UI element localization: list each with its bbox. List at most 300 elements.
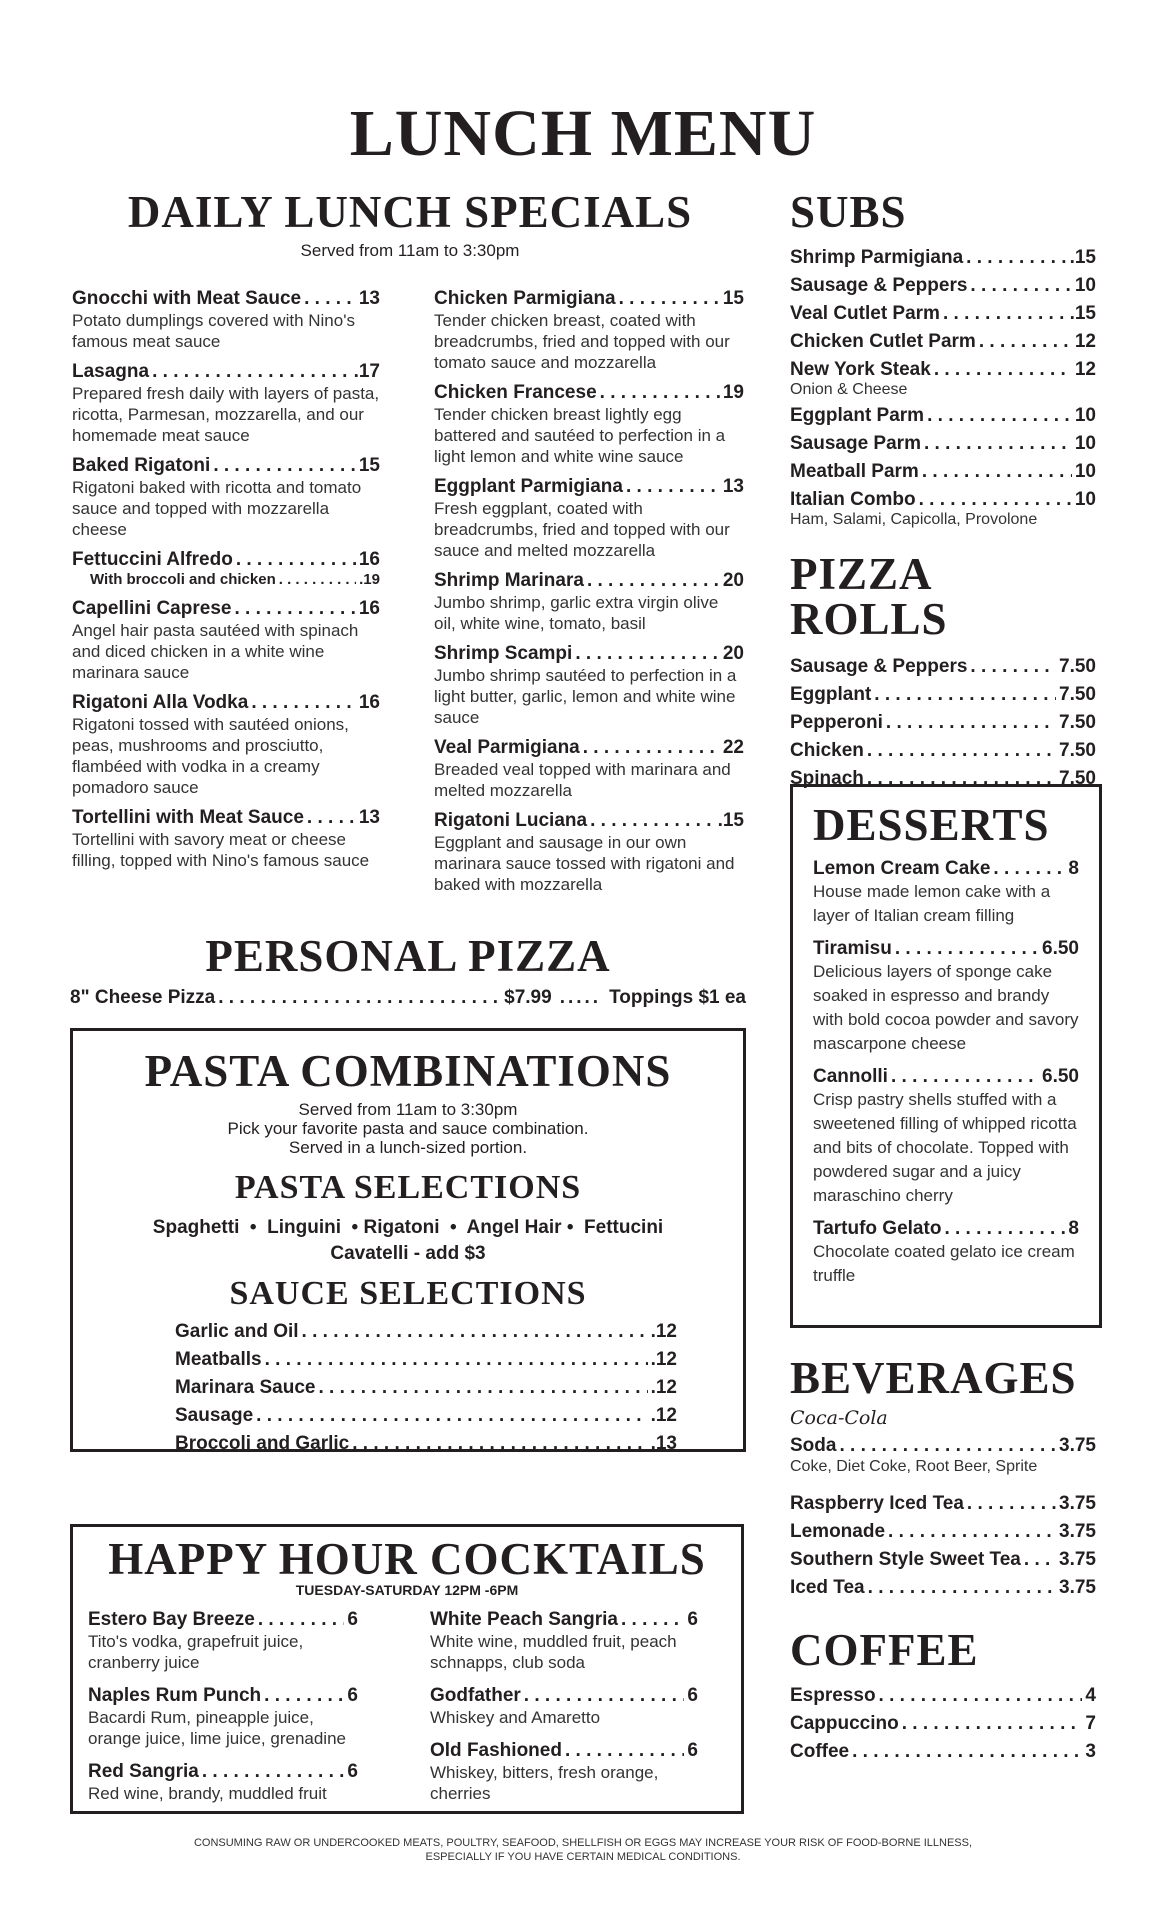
dot-leader xyxy=(944,1218,1065,1240)
dot-leader xyxy=(236,549,356,571)
menu-item xyxy=(790,359,1096,399)
menu-item-name: Capellini Caprese xyxy=(72,598,232,619)
personal-pizza-section xyxy=(70,931,746,1009)
menu-item-description: Prepared fresh daily with layers of pasta, ricotta, Parmesan, mozzarella, and our homemade meat sauce xyxy=(72,384,380,445)
dot-leader xyxy=(590,810,715,832)
menu-item-row xyxy=(434,476,744,498)
menu-item-price: .12 xyxy=(650,1321,677,1342)
menu-item-name: Tiramisu xyxy=(813,938,892,959)
dot-leader xyxy=(891,1066,1039,1088)
dot-leader-short: ..... xyxy=(559,987,602,1008)
dot-leader xyxy=(213,455,356,477)
menu-item xyxy=(813,858,1079,928)
subs-section xyxy=(790,187,1096,535)
menu-item-name: Baked Rigatoni xyxy=(72,455,211,476)
menu-item-description: House made lemon cake with a layer of Italian cream filling xyxy=(813,882,1051,925)
menu-item-name: Tortellini with Meat Sauce xyxy=(72,807,304,828)
menu-item-name: Lasagna xyxy=(72,361,150,382)
menu-item-description: Rigatoni tossed with sautéed onions, peas, mushrooms and prosciutto, flambéed with vodka in a creamy pomadoro sauce xyxy=(72,715,349,797)
menu-item xyxy=(175,1349,677,1371)
menu-item-row xyxy=(813,858,1079,880)
menu-item-price: 22 xyxy=(722,737,744,758)
menu-item-row xyxy=(790,489,1096,511)
menu-item xyxy=(434,476,744,561)
dot-leader xyxy=(587,570,720,592)
menu-item-row xyxy=(790,1685,1096,1707)
menu-item-price: 16 xyxy=(358,598,380,619)
menu-item-name: Garlic and Oil xyxy=(175,1321,299,1342)
desserts-box xyxy=(790,784,1102,1328)
dot-leader xyxy=(839,1435,1056,1457)
dot-leader xyxy=(970,275,1071,297)
menu-item-price: 13 xyxy=(358,807,380,828)
menu-item xyxy=(790,489,1096,529)
menu-item-row xyxy=(175,1405,677,1427)
menu-item xyxy=(790,656,1096,678)
personal-pizza-toppings: Toppings $1 ea xyxy=(609,987,746,1008)
dot-leader xyxy=(307,807,356,829)
menu-item-row xyxy=(813,938,1079,960)
subs-list xyxy=(790,247,1096,529)
happy-hour-subtitle: TUESDAY-SATURDAY 12PM -6PM xyxy=(295,1582,519,1598)
menu-item xyxy=(72,288,380,352)
menu-item-price: 6 xyxy=(347,1761,358,1782)
menu-item-row xyxy=(790,461,1096,483)
menu-item-price: .15 xyxy=(717,810,744,831)
dot-leader xyxy=(927,405,1072,427)
menu-item xyxy=(813,1066,1079,1208)
menu-item xyxy=(72,692,380,798)
menu-item-name: Fettuccini Alfredo xyxy=(72,549,233,570)
menu-item-name: Veal Parmigiana xyxy=(434,737,580,758)
menu-item-description: Angel hair pasta sautéed with spinach and diced chicken in a white wine marinara sauce xyxy=(72,621,359,682)
menu-item-price: 3.75 xyxy=(1059,1521,1096,1542)
menu-item-name: Iced Tea xyxy=(790,1577,865,1598)
menu-item-row xyxy=(175,1349,677,1371)
dot-leader xyxy=(924,433,1072,455)
coffee-title: COFFEE xyxy=(790,1625,979,1675)
menu-item-price: .17 xyxy=(353,361,380,382)
menu-item xyxy=(88,1761,358,1804)
disclaimer-line2: ESPECIALLY IF YOU HAVE CERTAIN MEDICAL CONDITIONS. xyxy=(425,1851,741,1863)
menu-item-price: .12 xyxy=(650,1405,677,1426)
menu-item-name: Sausage xyxy=(175,1405,254,1426)
pasta-combinations-line2: Pick your favorite pasta and sauce combination. xyxy=(227,1119,589,1138)
menu-item-row xyxy=(88,1609,358,1631)
disclaimer-line1: CONSUMING RAW OR UNDERCOOKED MEATS, POULTRY, SEAFOOD, SHELLFISH OR EGGS MAY INCREASE YOUR RISK OF FOOD-BORNE ILLNESS, xyxy=(193,1837,973,1849)
menu-item xyxy=(790,1713,1096,1735)
menu-item-name: Shrimp Parmigiana xyxy=(790,247,964,268)
menu-item xyxy=(434,737,744,801)
dot-leader xyxy=(251,692,356,714)
menu-item-price: 8 xyxy=(1068,1218,1079,1239)
dot-leader xyxy=(886,712,1056,734)
dot-leader xyxy=(279,571,356,589)
menu-item-price: 20 xyxy=(722,570,744,591)
menu-item-row xyxy=(72,455,380,477)
dot-leader xyxy=(621,1609,684,1631)
menu-item-row xyxy=(430,1609,698,1631)
menu-item xyxy=(72,598,380,683)
dot-leader xyxy=(565,1740,684,1762)
menu-item xyxy=(790,247,1096,269)
menu-item xyxy=(72,549,380,589)
menu-item-row xyxy=(72,361,380,383)
menu-item-price: 6 xyxy=(687,1740,698,1761)
menu-item-name: Chicken Parmigiana xyxy=(434,288,616,309)
menu-item-description: Tortellini with savory meat or cheese filling, topped with Nino's famous sauce xyxy=(72,830,370,870)
menu-item xyxy=(790,1549,1096,1571)
happy-hour-title: HAPPY HOUR COCKTAILS xyxy=(108,1534,706,1584)
dot-leader xyxy=(304,288,356,310)
menu-item-price: 3.75 xyxy=(1059,1577,1096,1598)
menu-item-price: 16 xyxy=(358,549,380,570)
dot-leader xyxy=(234,598,355,620)
dot-leader xyxy=(318,1377,647,1399)
menu-item-description: Jumbo shrimp sautéed to perfection in a light butter, garlic, lemon and white wine sauce xyxy=(434,666,737,727)
menu-item-price: 8 xyxy=(1068,858,1079,879)
menu-item-description: Breaded veal topped with marinara and melted mozzarella xyxy=(434,760,731,800)
menu-item xyxy=(790,331,1096,353)
menu-item-name: Southern Style Sweet Tea xyxy=(790,1549,1021,1570)
menu-item-name: Naples Rum Punch xyxy=(88,1685,262,1706)
menu-item-description: Onion & Cheese xyxy=(790,381,908,398)
menu-item xyxy=(790,684,1096,706)
menu-item-name: Chicken Cutlet Parm xyxy=(790,331,976,352)
menu-item-name: Old Fashioned xyxy=(430,1740,562,1761)
beverages-list xyxy=(790,1435,1096,1599)
menu-item-description: Jumbo shrimp, garlic extra virgin olive oil, white wine, tomato, basil xyxy=(434,593,719,633)
menu-item xyxy=(790,303,1096,325)
menu-item-price: 15 xyxy=(358,455,380,476)
menu-item-row xyxy=(790,740,1096,762)
personal-pizza-title: PERSONAL PIZZA xyxy=(205,931,611,981)
daily-specials-subtitle: Served from 11am to 3:30pm xyxy=(300,241,520,260)
menu-item-extra xyxy=(72,571,380,589)
menu-item-name: Chicken Francese xyxy=(434,382,597,403)
menu-item-price: 20 xyxy=(722,643,744,664)
menu-item-description: Potato dumplings covered with Nino's famous meat sauce xyxy=(72,311,355,351)
menu-item-name: Italian Combo xyxy=(790,489,916,510)
menu-item-price: .15 xyxy=(1069,303,1096,324)
menu-item xyxy=(813,938,1079,1056)
menu-item-row xyxy=(790,1521,1096,1543)
menu-item-row xyxy=(813,1218,1079,1240)
menu-item-description: Chocolate coated gelato ice cream truffle xyxy=(813,1242,1075,1285)
menu-item-price: 6.50 xyxy=(1042,1066,1079,1087)
menu-item xyxy=(790,1435,1096,1477)
menu-item xyxy=(434,643,744,728)
menu-item xyxy=(175,1377,677,1399)
dot-leader xyxy=(919,489,1072,511)
menu-item-row xyxy=(790,1577,1096,1599)
dot-leader xyxy=(902,1713,1083,1735)
sauce-selections-title: SAUCE SELECTIONS xyxy=(229,1275,587,1312)
pasta-combinations-line1: Served from 11am to 3:30pm xyxy=(298,1100,518,1119)
menu-item-row xyxy=(790,331,1096,353)
menu-item xyxy=(430,1740,698,1804)
menu-item-price: 10 xyxy=(1074,489,1096,510)
dot-leader xyxy=(575,643,720,665)
menu-item xyxy=(434,382,744,467)
dot-leader xyxy=(218,987,501,1009)
menu-item-extra-name: With broccoli and chicken xyxy=(90,571,276,588)
menu-item-row xyxy=(434,288,744,310)
dot-leader xyxy=(943,303,1067,325)
dot-leader xyxy=(258,1609,345,1631)
dot-leader xyxy=(970,656,1056,678)
menu-item-price: 6 xyxy=(347,1685,358,1706)
menu-item-row xyxy=(790,1493,1096,1515)
menu-item xyxy=(72,455,380,540)
menu-item-name: Rigatoni Luciana xyxy=(434,810,588,831)
menu-item-name: Coffee xyxy=(790,1741,850,1762)
pasta-combinations-line3: Served in a lunch-sized portion. xyxy=(288,1138,528,1157)
menu-item xyxy=(790,1521,1096,1543)
menu-item xyxy=(72,361,380,446)
dot-leader xyxy=(967,1493,1056,1515)
menu-item-name: Eggplant Parm xyxy=(790,405,925,426)
daily-specials-left-column xyxy=(72,288,380,880)
dot-leader xyxy=(626,476,720,498)
happy-hour-right-column xyxy=(430,1609,698,1816)
menu-item-price: 4 xyxy=(1085,1685,1096,1706)
menu-item-row xyxy=(790,405,1096,427)
menu-item-row xyxy=(434,570,744,592)
menu-item-row xyxy=(790,684,1096,706)
menu-item-name: Pepperoni xyxy=(790,712,883,733)
coca-cola-logo: Coca-Cola xyxy=(790,1407,888,1429)
menu-item-description: Crisp pastry shells stuffed with a sweetened filling of whipped ricotta and bits of chocolate. Topped with powdered sugar and a juicy maraschino cherry xyxy=(813,1090,1077,1205)
menu-item-name: Eggplant xyxy=(790,684,872,705)
menu-item-description: Tito's vodka, grapefruit juice, cranberry juice xyxy=(88,1632,304,1672)
menu-item xyxy=(790,1493,1096,1515)
menu-item-row xyxy=(790,1741,1096,1763)
menu-item-name: Cappuccino xyxy=(790,1713,899,1734)
pasta-combinations-title: PASTA COMBINATIONS xyxy=(144,1046,672,1096)
menu-item-row xyxy=(434,737,744,759)
desserts-title: DESSERTS xyxy=(813,800,1050,850)
personal-pizza-row xyxy=(70,987,746,1009)
menu-item-row xyxy=(790,1549,1096,1571)
dot-leader xyxy=(583,737,720,759)
dot-leader xyxy=(895,938,1039,960)
menu-item-name: Lemon Cream Cake xyxy=(813,858,991,879)
menu-item-name: Spinach xyxy=(790,768,864,789)
menu-item-name: Eggplant Parmigiana xyxy=(434,476,623,497)
dot-leader xyxy=(852,1741,1082,1763)
menu-item xyxy=(813,1218,1079,1288)
dot-leader xyxy=(979,331,1072,353)
happy-hour-left-column xyxy=(88,1609,358,1816)
menu-item-price: 12 xyxy=(1074,331,1096,352)
menu-item-description: Bacardi Rum, pineapple juice, orange juice, lime juice, grenadine xyxy=(88,1708,346,1748)
menu-item xyxy=(430,1685,698,1728)
pasta-selections-title: PASTA SELECTIONS xyxy=(234,1169,582,1206)
menu-item-description: Fresh eggplant, coated with breadcrumbs, fried and topped with our sauce and melted mozzarella xyxy=(434,499,730,560)
menu-item xyxy=(790,1577,1096,1599)
menu-item-row xyxy=(790,247,1096,269)
menu-item-price: 3.75 xyxy=(1059,1435,1096,1456)
menu-item-row xyxy=(790,433,1096,455)
menu-item-row xyxy=(72,549,380,571)
menu-item-price: 12 xyxy=(1074,359,1096,380)
dot-leader xyxy=(993,858,1065,880)
menu-item xyxy=(790,405,1096,427)
menu-item-price: 10 xyxy=(1074,461,1096,482)
menu-item-row xyxy=(430,1685,698,1707)
coffee-section xyxy=(790,1625,1096,1769)
menu-item-row xyxy=(434,643,744,665)
dot-leader xyxy=(524,1685,685,1707)
dot-leader xyxy=(934,359,1072,381)
menu-item-description: Coke, Diet Coke, Root Beer, Sprite xyxy=(790,1458,1038,1475)
menu-item xyxy=(88,1685,358,1749)
menu-item-description: Whiskey, bitters, fresh orange, cherries xyxy=(430,1763,659,1803)
dot-leader xyxy=(966,247,1066,269)
menu-item-row xyxy=(790,656,1096,678)
menu-item-name: Lemonade xyxy=(790,1521,886,1542)
menu-item xyxy=(434,288,744,373)
menu-item-price: 19 xyxy=(722,382,744,403)
disclaimer xyxy=(0,1836,1166,1864)
dot-leader xyxy=(264,1685,344,1707)
menu-item-price: .13 xyxy=(650,1433,677,1454)
menu-item-name: Meatball Parm xyxy=(790,461,919,482)
dot-leader xyxy=(619,288,720,310)
dot-leader xyxy=(879,1685,1083,1707)
personal-pizza-price: $7.99 xyxy=(504,987,552,1008)
menu-item-description: Tender chicken breast lightly egg battered and sautéed to perfection in a light lemon and white wine sauce xyxy=(434,405,726,466)
menu-item-row xyxy=(790,712,1096,734)
menu-item-name: Gnocchi with Meat Sauce xyxy=(72,288,302,309)
menu-item-price: 16 xyxy=(358,692,380,713)
menu-item-price: 7.50 xyxy=(1059,740,1096,761)
daily-specials-right-column xyxy=(434,288,744,904)
personal-pizza-name: 8" Cheese Pizza xyxy=(70,987,216,1008)
menu-item-name: Meatballs xyxy=(175,1349,262,1370)
menu-item-price: 7.50 xyxy=(1059,656,1096,677)
menu-item-price: 3.75 xyxy=(1059,1493,1096,1514)
dot-leader xyxy=(868,1577,1056,1599)
dot-leader xyxy=(256,1405,647,1427)
menu-item xyxy=(430,1609,698,1673)
menu-item-price: 7 xyxy=(1085,1713,1096,1734)
menu-item-name: Broccoli and Garlic xyxy=(175,1433,350,1454)
menu-item-price: 7.50 xyxy=(1059,768,1096,789)
menu-item-name: Rigatoni Alla Vodka xyxy=(72,692,249,713)
menu-item-row xyxy=(175,1321,677,1343)
menu-item-price: 10 xyxy=(1074,275,1096,296)
pasta-combinations-box xyxy=(70,1028,746,1452)
menu-item-price: 6 xyxy=(687,1685,698,1706)
menu-item-row xyxy=(88,1685,358,1707)
menu-item-name: New York Steak xyxy=(790,359,931,380)
menu-item xyxy=(434,570,744,634)
menu-item xyxy=(790,275,1096,297)
menu-item xyxy=(790,1685,1096,1707)
menu-item-name: Soda xyxy=(790,1435,837,1456)
menu-item xyxy=(790,433,1096,455)
menu-item-name: Sausage & Peppers xyxy=(790,275,968,296)
menu-item-name: Sausage Parm xyxy=(790,433,921,454)
menu-item xyxy=(790,1741,1096,1763)
menu-item-name: Raspberry Iced Tea xyxy=(790,1493,964,1514)
beverages-title: BEVERAGES xyxy=(790,1353,1077,1403)
menu-item-price: 6 xyxy=(687,1609,698,1630)
dot-leader xyxy=(600,382,720,404)
menu-item-name: Red Sangria xyxy=(88,1761,199,1782)
menu-item-row xyxy=(175,1433,677,1455)
menu-item-price: .15 xyxy=(1069,247,1096,268)
menu-item-row xyxy=(72,807,380,829)
menu-item-row xyxy=(813,1066,1079,1088)
menu-item-name: Shrimp Scampi xyxy=(434,643,573,664)
menu-item-price: 3.75 xyxy=(1059,1549,1096,1570)
subs-title: SUBS xyxy=(790,187,907,237)
pizza-rolls-section xyxy=(790,549,1096,796)
pizza-rolls-list xyxy=(790,656,1096,790)
sauce-selections-list xyxy=(175,1321,677,1455)
menu-item-price: 13 xyxy=(358,288,380,309)
page-title: LUNCH MENU xyxy=(349,97,817,170)
menu-item-row xyxy=(790,303,1096,325)
menu-item xyxy=(72,807,380,871)
menu-item-name: Chicken xyxy=(790,740,864,761)
menu-item-price: 6.50 xyxy=(1042,938,1079,959)
menu-item-row xyxy=(434,382,744,404)
menu-item-row xyxy=(72,288,380,310)
menu-item-price: 3 xyxy=(1085,1741,1096,1762)
menu-item-price: 6 xyxy=(347,1609,358,1630)
daily-specials-title: DAILY LUNCH SPECIALS xyxy=(127,187,693,237)
menu-item-description: Tender chicken breast, coated with breadcrumbs, fried and topped with our tomato sauce and mozzarella xyxy=(434,311,730,372)
pasta-selections-cavatelli: Cavatelli - add $3 xyxy=(330,1243,486,1264)
menu-item-price: 10 xyxy=(1074,405,1096,426)
menu-item-description: Ham, Salami, Capicolla, Provolone xyxy=(790,511,1038,528)
pasta-selections-list: Spaghetti • Linguini • Rigatoni • Angel Hair • Fettucini xyxy=(152,1217,664,1238)
menu-item-price: 7.50 xyxy=(1059,712,1096,733)
dot-leader xyxy=(888,1521,1056,1543)
menu-item-row xyxy=(175,1377,677,1399)
menu-item-name: White Peach Sangria xyxy=(430,1609,618,1630)
menu-item-name: Estero Bay Breeze xyxy=(88,1609,255,1630)
menu-item-row xyxy=(790,359,1096,381)
dot-leader xyxy=(302,1321,648,1343)
beverages-section xyxy=(790,1353,1096,1605)
desserts-list xyxy=(813,858,1079,1288)
menu-item-price: 15 xyxy=(722,288,744,309)
menu-item-name: Godfather xyxy=(430,1685,521,1706)
menu-item xyxy=(790,712,1096,734)
dot-leader xyxy=(867,740,1056,762)
menu-item-row xyxy=(790,275,1096,297)
menu-item-name: Marinara Sauce xyxy=(175,1377,316,1398)
menu-item-price: 10 xyxy=(1074,433,1096,454)
menu-item-name: Espresso xyxy=(790,1685,876,1706)
menu-item-name: Shrimp Marinara xyxy=(434,570,584,591)
menu-item xyxy=(175,1405,677,1427)
pizza-rolls-title: PIZZA ROLLS xyxy=(790,549,948,644)
menu-item-price: .12 xyxy=(650,1377,677,1398)
menu-item-row xyxy=(790,1713,1096,1735)
menu-item-description: Eggplant and sausage in our own marinara sauce tossed with rigatoni and baked with mozzarella xyxy=(434,833,735,894)
menu-item-name: Veal Cutlet Parm xyxy=(790,303,940,324)
menu-item-row xyxy=(790,1435,1096,1457)
menu-item-description: Red wine, brandy, muddled fruit xyxy=(88,1784,327,1803)
menu-item xyxy=(790,740,1096,762)
dot-leader xyxy=(202,1761,345,1783)
